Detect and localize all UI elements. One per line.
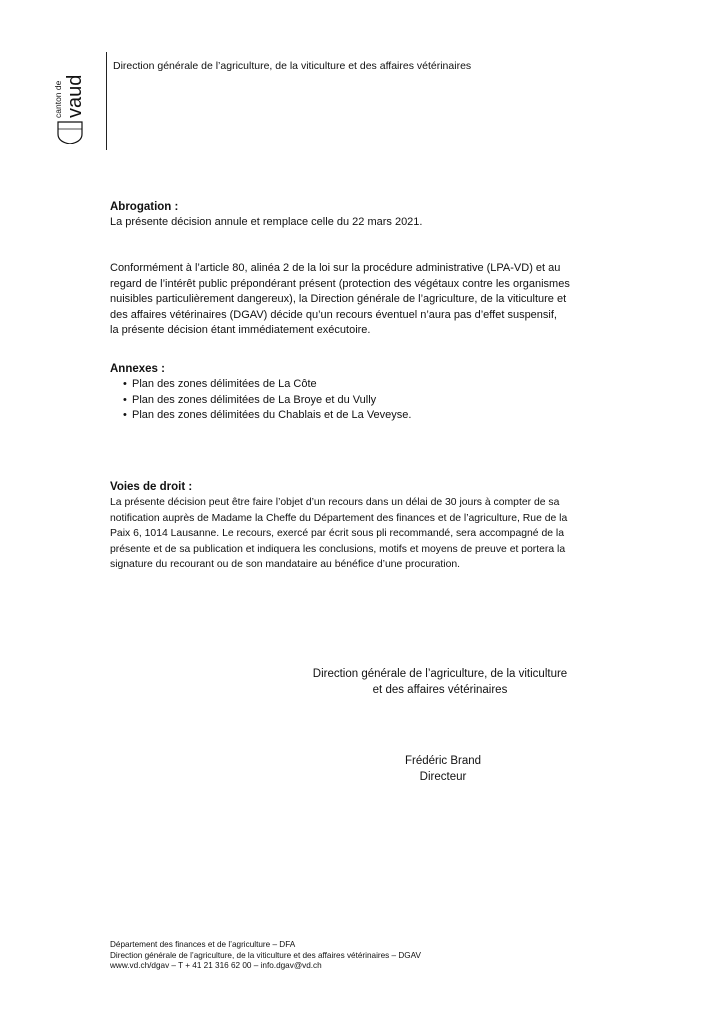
signature-organisation xyxy=(290,667,590,698)
rights-line: notification auprès de Madame la Cheffe du Département des finances et de l’agriculture, Rue de la xyxy=(110,512,568,524)
annexes-heading: Annexes : xyxy=(110,363,165,375)
conformity-line: Conformément à l’article 80, alinéa 2 de la loi sur la procédure administrative (LPA-VD) et au xyxy=(110,262,561,274)
conformity-line: la présente décision étant immédiatement exécutoire. xyxy=(110,324,371,336)
footer-direction: Direction générale de l’agriculture, de la viticulture et des affaires vétérinaires – DGAV xyxy=(110,950,421,960)
vaud-logo-graphic xyxy=(47,58,101,144)
conformity-paragraph xyxy=(110,261,610,339)
abrogation-text: La présente décision annule et remplace celle du 22 mars 2021. xyxy=(110,216,423,228)
footer-department: Département des finances et de l’agriculture – DFA xyxy=(110,940,296,949)
conformity-line: regard de l’intérêt public prépondérant présent (protection des végétaux contre les organismes xyxy=(110,277,570,290)
annex-item: • Plan des zones délimitées de La Côte xyxy=(123,377,610,393)
conformity-line: des affaires vétérinaires (DGAV) décide qu’un recours éventuel n’aura pas d’effet suspensif, xyxy=(110,308,557,321)
abrogation-section xyxy=(110,200,610,231)
signatory-name: Frédéric Brand xyxy=(404,755,482,767)
rights-line: La présente décision peut être faire l’objet d’un recours dans un délai de 30 jours à compter de sa xyxy=(110,497,560,508)
annexes-list xyxy=(110,377,610,424)
rights-line: présente et de sa publication et indiquera les conclusions, motifs et moyens de preuve et portera la xyxy=(110,543,566,555)
page-footer xyxy=(110,940,630,972)
rights-line: Paix 6, 1014 Lausanne. Le recours, exercé par écrit sous pli recommandé, sera accompagné de la xyxy=(110,528,564,539)
signature-org-line: et des affaires vétérinaires xyxy=(372,683,508,696)
header-title: Direction générale de l’agriculture, de la viticulture et des affaires vétérinaires xyxy=(113,60,472,72)
logo-vaud-text: vaud xyxy=(64,74,86,118)
signature-org-line: Direction générale de l’agriculture, de la viticulture xyxy=(312,668,568,680)
conformity-line: nuisibles particulièrement dangereux), la Direction générale de l’agriculture, de la viticulture et xyxy=(110,293,567,305)
logo-canton-text: canton de xyxy=(53,80,63,118)
signatory xyxy=(293,754,593,785)
signatory-role: Directeur xyxy=(419,770,467,783)
rights-section xyxy=(110,480,610,573)
rights-heading: Voies de droit : xyxy=(110,481,193,493)
coat-of-arms-icon xyxy=(58,122,82,144)
annex-item: • Plan des zones délimitées du Chablais et de La Veveyse. xyxy=(123,408,610,424)
rights-line: signature du recourant ou de son mandataire au bénéfice d’une procuration. xyxy=(110,559,461,570)
abrogation-heading: Abrogation : xyxy=(110,201,179,213)
annex-item: • Plan des zones délimitées de La Broye et du Vully xyxy=(123,393,610,409)
canton-vaud-logo xyxy=(47,58,101,144)
annexes-section xyxy=(110,362,610,424)
header-divider xyxy=(106,52,107,150)
footer-contact: www.vd.ch/dgav – T + 41 21 316 62 00 – info.dgav@vd.ch xyxy=(110,961,322,970)
